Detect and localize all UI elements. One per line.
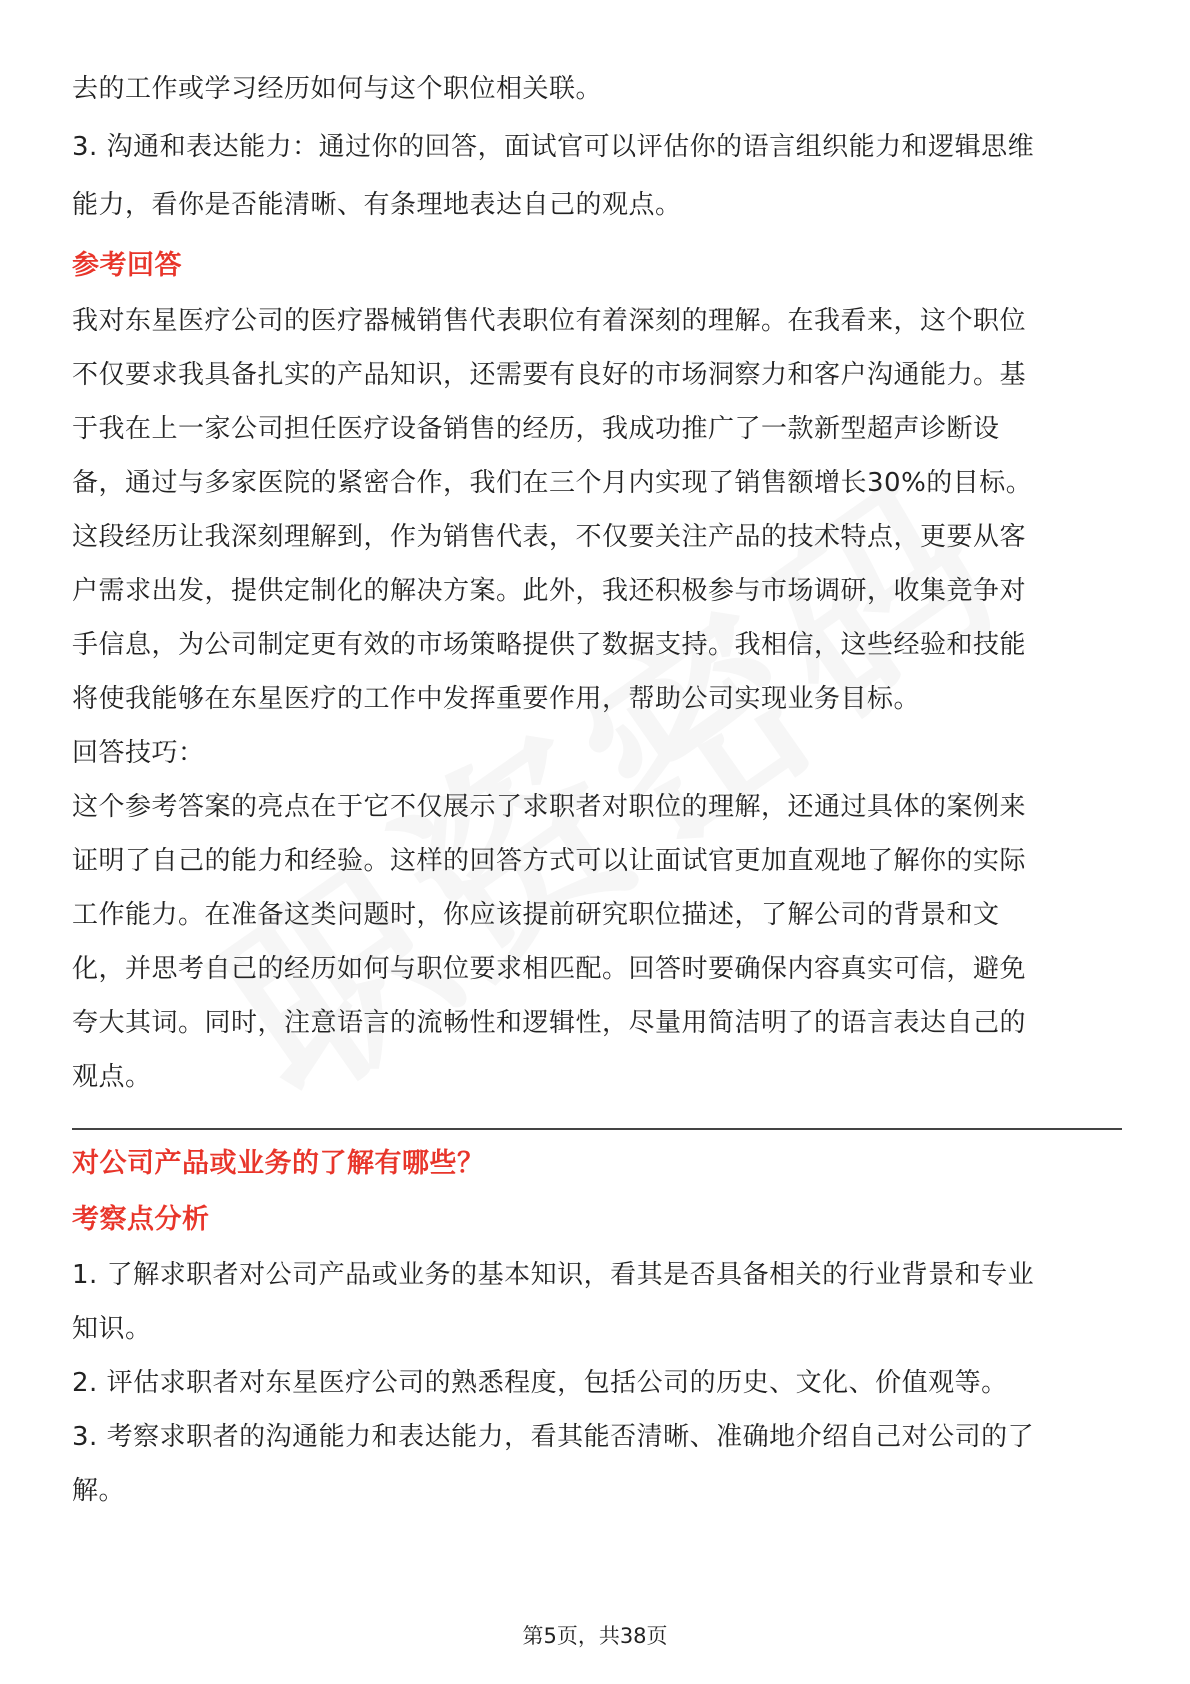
text-line: 3. 考察求职者的沟通能力和表达能力，看其能否清晰、准确地介绍自己对公司的了 — [72, 1422, 1035, 1452]
text-line: 将使我能够在东星医疗的工作中发挥重要作用，帮助公司实现业务目标。 — [72, 684, 921, 714]
text-line: 工作能力。在准备这类问题时，你应该提前研究职位描述，了解公司的背景和文 — [72, 900, 1000, 930]
reference-answer-heading: 参考回答 — [72, 250, 182, 281]
document-page — [72, 60, 1122, 1518]
question-heading: 对公司产品或业务的了解有哪些？ — [72, 1148, 485, 1179]
text-line: 手信息，为公司制定更有效的市场策略提供了数据支持。我相信，这些经验和技能 — [72, 630, 1027, 660]
text-line: 于我在上一家公司担任医疗设备销售的经历，我成功推广了一款新型超声诊断设 — [72, 414, 1000, 444]
text-line: 观点。 — [72, 1062, 152, 1092]
page-number: 第5页，共38页 — [522, 1624, 668, 1648]
text-line: 我对东星医疗公司的医疗器械销售代表职位有着深刻的理解。在我看来，这个职位 — [72, 306, 1027, 336]
text-line: 备，通过与多家医院的紧密合作，我们在三个月内实现了销售额增长30%的目标。 — [72, 468, 1033, 498]
text-line: 能力，看你是否能清晰、有条理地表达自己的观点。 — [72, 190, 682, 220]
reference-answer-body — [72, 294, 1122, 726]
text-line: 这个参考答案的亮点在于它不仅展示了求职者对职位的理解，还通过具体的案例来 — [72, 792, 1027, 822]
text-line: 解。 — [72, 1476, 126, 1506]
text-line: 知识。 — [72, 1314, 152, 1344]
answer-tips-label: 回答技巧： — [72, 738, 205, 768]
text-line: 证明了自己的能力和经验。这样的回答方式可以让面试官更加直观地了解你的实际 — [72, 846, 1027, 876]
text-line: 2. 评估求职者对东星医疗公司的熟悉程度，包括公司的历史、文化、价值观等。 — [72, 1368, 1008, 1398]
analysis-heading: 考察点分析 — [72, 1204, 210, 1235]
text-line: 不仅要求我具备扎实的产品知识，还需要有良好的市场洞察力和客户沟通能力。基 — [72, 360, 1027, 390]
text-line: 这段经历让我深刻理解到，作为销售代表，不仅要关注产品的技术特点，更要从客 — [72, 522, 1027, 552]
text-line: 夸大其词。同时，注意语言的流畅性和逻辑性，尽量用简洁明了的语言表达自己的 — [72, 1008, 1027, 1038]
text-line: 去的工作或学习经历如何与这个职位相关联。 — [72, 74, 603, 104]
section-divider — [72, 1128, 1122, 1130]
text-line: 化，并思考自己的经历如何与职位要求相匹配。回答时要确保内容真实可信，避免 — [72, 954, 1027, 984]
analysis-body — [72, 1248, 1122, 1518]
text-line: 3. 沟通和表达能力：通过你的回答，面试官可以评估你的语言组织能力和逻辑思维 — [72, 132, 1035, 162]
answer-tips-body — [72, 780, 1122, 1104]
text-line: 1. 了解求职者对公司产品或业务的基本知识，看其是否具备相关的行业背景和专业 — [72, 1260, 1035, 1290]
text-line: 户需求出发，提供定制化的解决方案。此外，我还积极参与市场调研，收集竞争对 — [72, 576, 1027, 606]
